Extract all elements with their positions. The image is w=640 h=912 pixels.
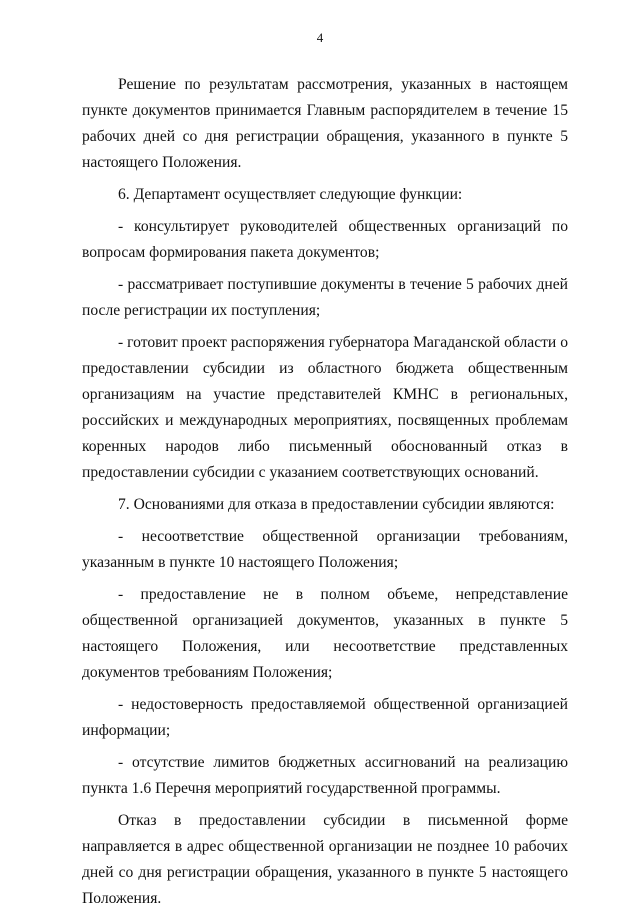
- list-item-incomplete-documents: - предоставление не в полном объеме, непредставление общественной организацией документов, указанных в пункте 5 настоящего Положения, или несоответствие представленных документов требованиям Положения;: [82, 586, 568, 681]
- page-number: 4: [316, 30, 324, 45]
- list-item-draft-order: - готовит проект распоряжения губернатора Магаданской области о предоставлении субсидии из областного бюджета общественным организациям на участие представителей КМНС в региональных, российских и международных мероприятиях, посвященных проблемам коренных народов либо письменный обоснованный отказ в предоставлении субсидии с указанием соответствующих оснований.: [82, 334, 568, 481]
- paragraph-refusal-notice: Отказ в предоставлении субсидии в письменной форме направляется в адрес общественной организации не позднее 10 рабочих дней со дня регистрации обращения, указанного в пункте 5 настоящего Положения.: [82, 812, 568, 907]
- list-item-unreliable-information: - недостоверность предоставляемой общественной организацией информации;: [82, 696, 568, 739]
- list-item-document-review: - рассматривает поступившие документы в течение 5 рабочих дней после регистрации их поступления;: [82, 276, 568, 319]
- list-item-consulting: - консультирует руководителей общественных организаций по вопросам формирования пакета документов;: [82, 218, 568, 261]
- list-item-no-budget-limits: - отсутствие лимитов бюджетных ассигнований на реализацию пункта 1.6 Перечня мероприятий государственной программы.: [82, 754, 568, 797]
- paragraph-decision-term: Решение по результатам рассмотрения, указанных в настоящем пункте документов принимается Главным распорядителем в течение 15 рабочих дней со дня регистрации обращения, указанного в пункте 5 настоящего Положения.: [82, 76, 568, 171]
- list-item-nonconformity: - несоответствие общественной организации требованиям, указанным в пункте 10 настоящего Положения;: [82, 528, 568, 571]
- paragraph-department-functions: 6. Департамент осуществляет следующие функции:: [118, 186, 463, 203]
- document-body: [82, 72, 568, 912]
- paragraph-refusal-grounds: 7. Основаниями для отказа в предоставлении субсидии являются:: [118, 496, 555, 513]
